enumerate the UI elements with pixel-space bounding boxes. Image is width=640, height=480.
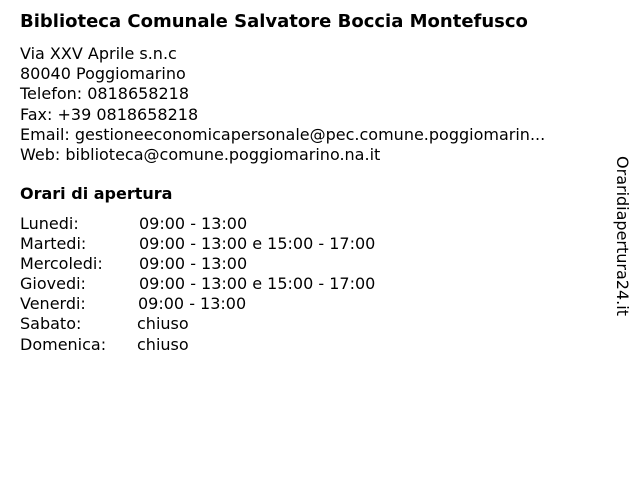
site-watermark: Oraridiapertura24.it: [613, 156, 632, 316]
time-value: 09:00 - 13:00: [139, 214, 248, 233]
day-label: Lunedi:: [20, 214, 79, 233]
day-label: Martedi:: [20, 234, 87, 254]
page-title: Biblioteca Comunale Salvatore Boccia Montefusco: [20, 11, 528, 32]
phone-line: Telefon: 0818658218: [20, 84, 190, 104]
contact-info: [20, 44, 545, 165]
time-value: chiuso: [137, 334, 189, 354]
day-label: Venerdi:: [20, 294, 86, 314]
day-label: Domenica:: [20, 334, 107, 354]
day-label: Mercoledi:: [20, 254, 103, 274]
web-line: Web: biblioteca@comune.poggiomarino.na.it: [20, 144, 381, 164]
city-line: 80040 Poggiomarino: [20, 64, 186, 84]
day-label: Sabato:: [20, 314, 82, 334]
time-value: 09:00 - 13:00 e 15:00 - 17:00: [139, 234, 376, 254]
fax-line: Fax: +39 0818658218: [20, 104, 199, 124]
time-value: 09:00 - 13:00: [139, 254, 248, 274]
day-label: Giovedi:: [20, 274, 86, 294]
address-line: Via XXV Aprile s.n.c: [20, 44, 177, 63]
time-value: 09:00 - 13:00 e 15:00 - 17:00: [139, 274, 376, 294]
hours-heading: Orari di apertura: [20, 184, 173, 203]
time-value: chiuso: [137, 314, 189, 334]
time-value: 09:00 - 13:00: [138, 294, 247, 314]
email-line: Email: gestioneeconomicapersonale@pec.comune.poggiomarin...: [20, 124, 546, 144]
